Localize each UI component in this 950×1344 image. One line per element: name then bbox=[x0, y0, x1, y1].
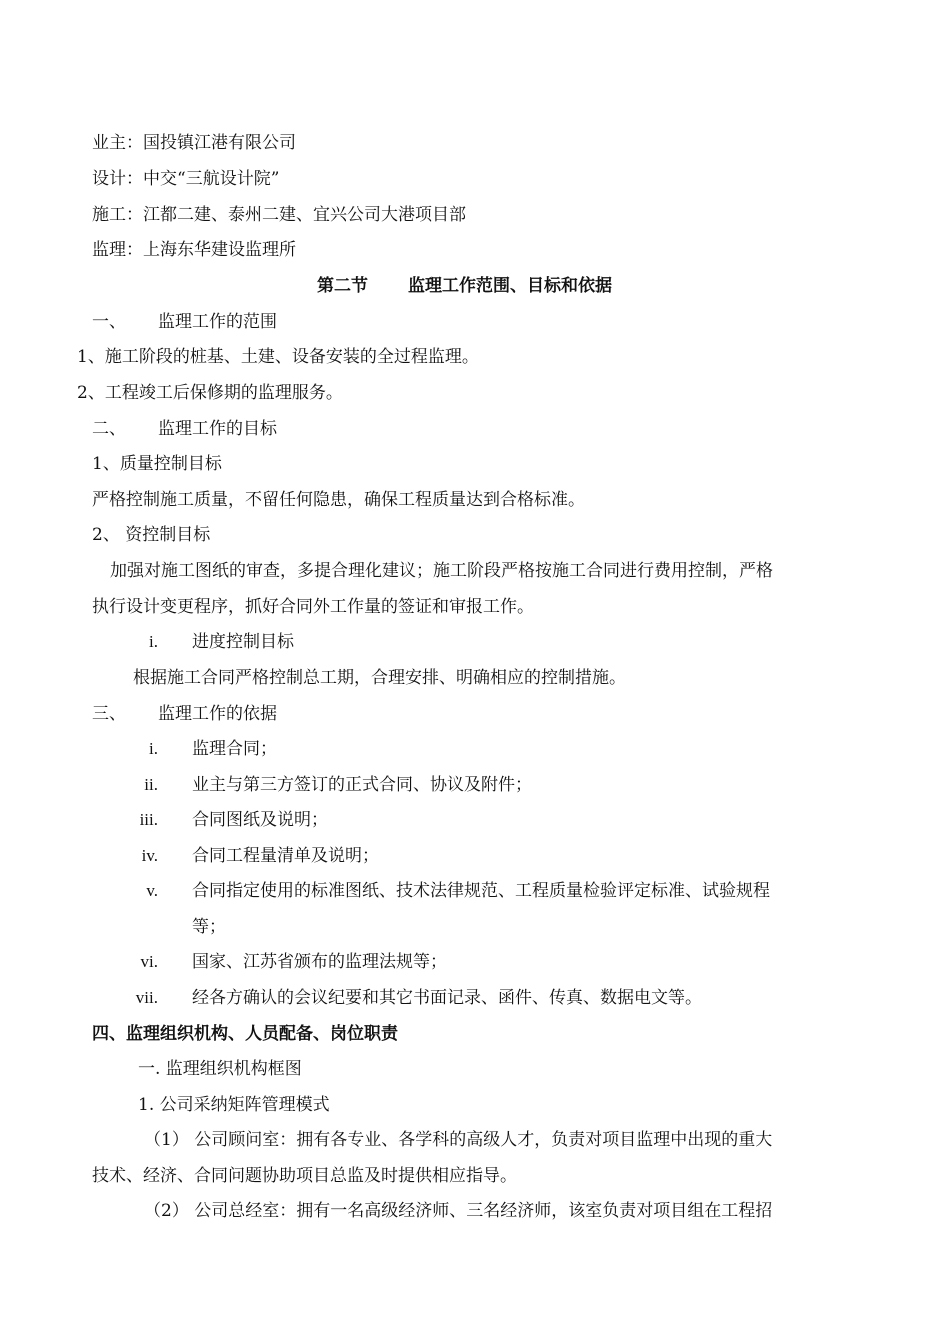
scope-heading: 监理工作的范围 bbox=[158, 312, 277, 332]
basis-item-text: 合同图纸及说明； bbox=[192, 810, 328, 830]
cost-goal-text-2: 执行设计变更程序，抓好合同外工作量的签证和审报工作。 bbox=[92, 597, 534, 617]
basis-item-number: vii. bbox=[135, 988, 158, 1007]
basis-item-text: 经各方确认的会议纪要和其它书面记录、函件、传真、数据电文等。 bbox=[192, 988, 702, 1008]
goals-number: 二、 bbox=[92, 419, 126, 439]
basis-item-number: iv. bbox=[141, 846, 158, 865]
basis-item-number: i. bbox=[149, 739, 158, 758]
scope-item-2: 2、工程竣工后保修期的监理服务。 bbox=[77, 383, 343, 403]
basis-heading: 监理工作的依据 bbox=[158, 704, 277, 724]
progress-goal-text: 根据施工合同严格控制总工期，合理安排、明确相应的控制措施。 bbox=[133, 668, 626, 688]
basis-item-text: 国家、江苏省颁布的监理法规等； bbox=[192, 952, 447, 972]
basis-item-number: v. bbox=[146, 881, 158, 900]
quality-goal-text: 严格控制施工质量，不留任何隐患，确保工程质量达到合格标准。 bbox=[92, 490, 585, 510]
basis-item-text: 合同指定使用的标准图纸、技术法律规范、工程质量检验评定标准、试验规程 bbox=[192, 881, 770, 901]
org-chart-heading: 一. 监理组织机构框图 bbox=[138, 1059, 302, 1079]
section-2-title: 监理工作范围、目标和依据 bbox=[408, 276, 612, 296]
supervision-line: 监理：上海东华建设监理所 bbox=[92, 240, 296, 260]
quality-goal-heading: 1、质量控制目标 bbox=[92, 454, 222, 474]
cost-goal-heading: 2、 资控制目标 bbox=[92, 525, 211, 545]
matrix-mode-heading: 1. 公司采纳矩阵管理模式 bbox=[138, 1095, 330, 1115]
progress-goal-number: i. bbox=[149, 632, 158, 651]
basis-item-number: vi. bbox=[140, 952, 158, 971]
section-4-heading: 四、监理组织机构、人员配备、岗位职责 bbox=[92, 1024, 398, 1044]
scope-number: 一、 bbox=[92, 312, 126, 332]
progress-goal-heading: 进度控制目标 bbox=[192, 632, 294, 652]
cost-goal-text-1: 加强对施工图纸的审查，多提合理化建议；施工阶段严格按施工合同进行费用控制，严格 bbox=[110, 561, 773, 581]
basis-item-number: ii. bbox=[144, 775, 158, 794]
basis-number: 三、 bbox=[92, 704, 126, 724]
construction-line: 施工：江都二建、泰州二建、宜兴公司大港项目部 bbox=[92, 205, 466, 225]
basis-item-text: 合同工程量清单及说明； bbox=[192, 846, 379, 866]
scope-item-1: 1、施工阶段的桩基、土建、设备安装的全过程监理。 bbox=[77, 347, 479, 367]
advisory-office-text-2: 技术、经济、合同问题协助项目总监及时提供相应指导。 bbox=[92, 1166, 517, 1186]
advisory-office-text-1: （1） 公司顾问室：拥有各专业、各学科的高级人才，负责对项目监理中出现的重大 bbox=[144, 1130, 773, 1150]
basis-item-text: 监理合同； bbox=[192, 739, 277, 759]
basis-item-text: 业主与第三方签订的正式合同、协议及附件； bbox=[192, 775, 532, 795]
section-2-label: 第二节 bbox=[317, 276, 368, 296]
basis-item-continuation: 等； bbox=[192, 917, 226, 937]
basis-item-number: iii. bbox=[139, 810, 158, 829]
goals-heading: 监理工作的目标 bbox=[158, 419, 277, 439]
owner-line: 业主：国投镇江港有限公司 bbox=[92, 133, 296, 153]
design-line: 设计：中交“三航设计院” bbox=[92, 169, 280, 189]
general-office-text-1: （2） 公司总经室：拥有一名高级经济师、三名经济师，该室负责对项目组在工程招 bbox=[144, 1201, 773, 1221]
